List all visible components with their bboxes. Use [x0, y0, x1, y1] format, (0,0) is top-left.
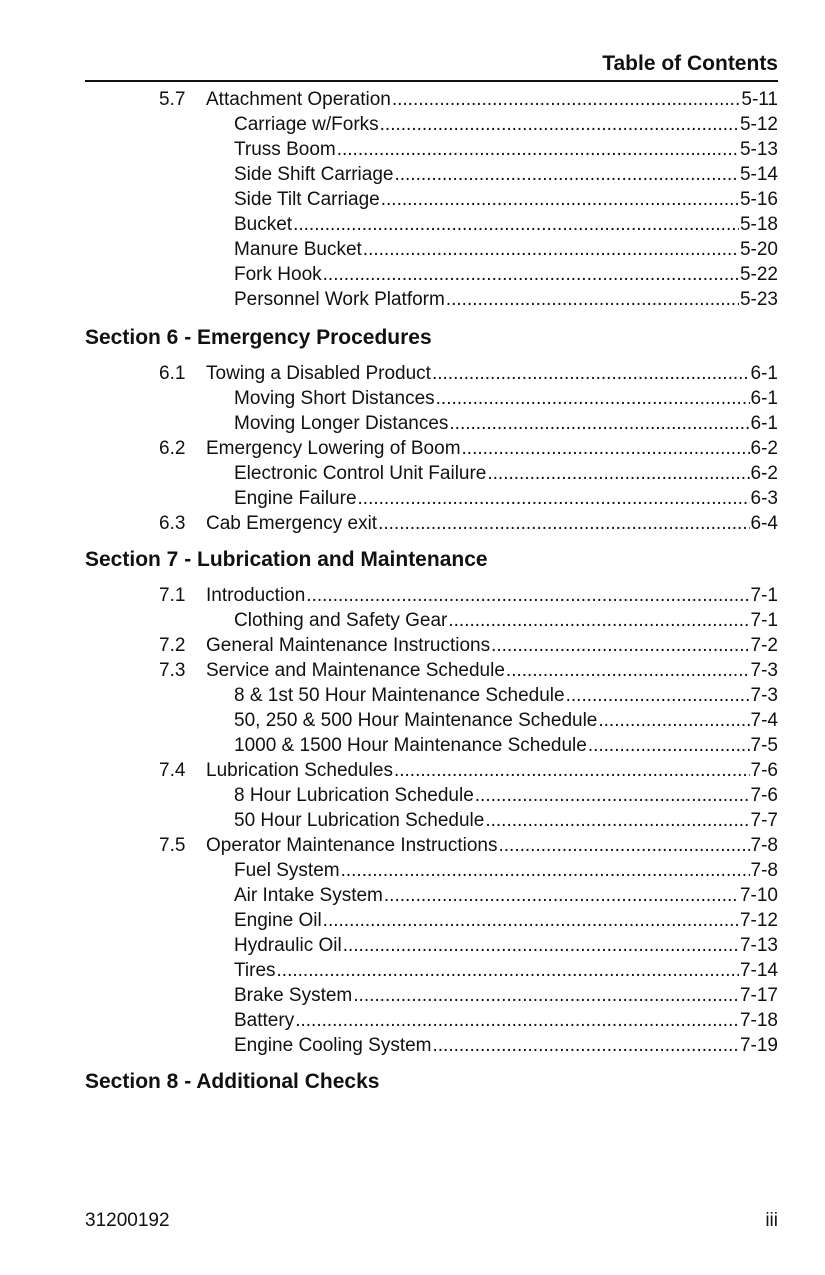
- dot-leader: [433, 1033, 739, 1058]
- toc-entry-title: Cab Emergency exit: [206, 513, 378, 534]
- dot-leader: [462, 436, 750, 461]
- toc-subentry-title: Side Tilt Carriage: [234, 189, 380, 210]
- toc-subentry-page: 5-23: [739, 289, 778, 310]
- toc-entry-7-2[interactable]: [85, 633, 778, 658]
- toc-subentry-tires[interactable]: [85, 958, 778, 983]
- toc-subentry-50-250-500-hour-schedule[interactable]: [85, 708, 778, 733]
- toc-entry-title: Attachment Operation: [206, 89, 391, 110]
- toc-subentry-page: 7-19: [739, 1035, 778, 1056]
- toc-subentry-title: Battery: [234, 1010, 295, 1031]
- toc-subentry-page: 5-20: [739, 239, 778, 260]
- toc-subentry-title: Fork Hook: [234, 264, 322, 285]
- table-of-contents: [85, 87, 778, 1105]
- dot-leader: [598, 708, 749, 733]
- dot-leader: [343, 933, 739, 958]
- toc-subentry-title: Carriage w/Forks: [234, 114, 379, 135]
- toc-subentry-title: Manure Bucket: [234, 239, 362, 260]
- toc-subentry-side-shift-carriage[interactable]: [85, 162, 778, 187]
- toc-entry-title: General Maintenance Instructions: [206, 635, 491, 656]
- toc-subentry-title: Side Shift Carriage: [234, 164, 394, 185]
- toc-entry-page: 7-1: [750, 585, 778, 606]
- toc-subentry-8-1st-50-hour-schedule[interactable]: [85, 683, 778, 708]
- toc-subentry-engine-failure[interactable]: [85, 486, 778, 511]
- dot-leader: [588, 733, 750, 758]
- toc-subentry-8-hour-lubrication-schedule[interactable]: [85, 783, 778, 808]
- toc-subentry-title: Engine Failure: [234, 488, 357, 509]
- dot-leader: [485, 808, 749, 833]
- dot-leader: [337, 137, 739, 162]
- dot-leader: [381, 187, 739, 212]
- page-title: Table of Contents: [602, 52, 778, 75]
- toc-entry-title: Lubrication Schedules: [206, 760, 393, 781]
- toc-entry-page: 7-2: [750, 635, 778, 656]
- toc-entry-7-5[interactable]: [85, 833, 778, 858]
- toc-subentry-carriage-w-forks[interactable]: [85, 112, 778, 137]
- toc-entry-number: 7.1: [159, 585, 186, 606]
- dot-leader: [323, 908, 739, 933]
- toc-subentry-page: 5-12: [739, 114, 778, 135]
- toc-subentry-fuel-system[interactable]: [85, 858, 778, 883]
- toc-entry-7-4[interactable]: [85, 758, 778, 783]
- toc-subentry-page: 7-5: [750, 735, 778, 756]
- toc-subentry-page: 7-3: [750, 685, 778, 706]
- toc-subentry-title: Engine Oil: [234, 910, 322, 931]
- toc-entry-page: 7-8: [750, 835, 778, 856]
- dot-leader: [358, 486, 750, 511]
- toc-subentry-title: 8 & 1st 50 Hour Maintenance Schedule: [234, 685, 565, 706]
- document-number: 31200192: [85, 1210, 170, 1231]
- toc-subentry-page: 5-13: [739, 139, 778, 160]
- toc-subentry-page: 7-1: [750, 610, 778, 631]
- toc-subentry-battery[interactable]: [85, 1008, 778, 1033]
- toc-entry-6-2[interactable]: [85, 436, 778, 461]
- dot-leader: [306, 583, 749, 608]
- toc-entry-title: Introduction: [206, 585, 306, 606]
- toc-subentry-page: 7-17: [739, 985, 778, 1006]
- dot-leader: [277, 958, 739, 983]
- toc-subentry-page: 6-1: [750, 413, 778, 434]
- toc-subentry-page: 5-18: [739, 214, 778, 235]
- toc-entry-page: 7-3: [750, 660, 778, 681]
- toc-subentry-engine-cooling-system[interactable]: [85, 1033, 778, 1058]
- toc-subentry-page: 6-2: [750, 463, 778, 484]
- toc-entry-number: 7.5: [159, 835, 186, 856]
- toc-subentry-title: 50, 250 & 500 Hour Maintenance Schedule: [234, 710, 598, 731]
- toc-subentry-title: Personnel Work Platform: [234, 289, 445, 310]
- toc-entry-number: 6.2: [159, 438, 186, 459]
- toc-subentry-page: 5-16: [739, 189, 778, 210]
- toc-subentry-manure-bucket[interactable]: [85, 237, 778, 262]
- dot-leader: [293, 212, 739, 237]
- toc-subentry-page: 7-13: [739, 935, 778, 956]
- toc-subentry-page: 7-8: [750, 860, 778, 881]
- toc-entry-number: 5.7: [159, 89, 186, 110]
- dot-leader: [380, 112, 739, 137]
- toc-subentry-engine-oil[interactable]: [85, 908, 778, 933]
- toc-entry-number: 7.2: [159, 635, 186, 656]
- section-heading-6[interactable]: Section 6 - Emergency Procedures: [85, 326, 432, 349]
- toc-subentry-side-tilt-carriage[interactable]: [85, 187, 778, 212]
- toc-subentry-electronic-control-unit-failure[interactable]: [85, 461, 778, 486]
- toc-subentry-page: 7-14: [739, 960, 778, 981]
- toc-entry-page: 5-11: [741, 89, 778, 110]
- toc-entry-number: 7.4: [159, 760, 186, 781]
- toc-subentry-page: 7-10: [739, 885, 778, 906]
- dot-leader: [353, 983, 739, 1008]
- toc-subentry-title: Clothing and Safety Gear: [234, 610, 448, 631]
- page-header: [85, 50, 778, 82]
- toc-subentry-page: 5-22: [739, 264, 778, 285]
- toc-entry-title: Service and Maintenance Schedule: [206, 660, 505, 681]
- dot-leader: [384, 883, 739, 908]
- toc-entry-page: 6-1: [750, 363, 778, 384]
- toc-subentry-page: 6-1: [750, 388, 778, 409]
- toc-entry-page: 7-6: [750, 760, 778, 781]
- toc-entry-number: 6.3: [159, 513, 186, 534]
- toc-entry-7-1[interactable]: [85, 583, 778, 608]
- toc-entry-number: 7.3: [159, 660, 186, 681]
- toc-subentry-clothing-and-safety-gear[interactable]: [85, 608, 778, 633]
- dot-leader: [446, 287, 739, 312]
- toc-subentry-fork-hook[interactable]: [85, 262, 778, 287]
- toc-subentry-personnel-work-platform[interactable]: [85, 287, 778, 312]
- dot-leader: [394, 758, 750, 783]
- dot-leader: [448, 608, 749, 633]
- toc-subentry-title: Electronic Control Unit Failure: [234, 463, 487, 484]
- toc-subentry-title: Truss Boom: [234, 139, 336, 160]
- toc-subentry-bucket[interactable]: [85, 212, 778, 237]
- toc-subentry-page: 7-18: [739, 1010, 778, 1031]
- toc-subentry-page: 6-3: [750, 488, 778, 509]
- toc-subentry-title: Moving Short Distances: [234, 388, 435, 409]
- dot-leader: [363, 237, 739, 262]
- toc-subentry-1000-1500-hour-schedule[interactable]: [85, 733, 778, 758]
- toc-entry-7-3[interactable]: [85, 658, 778, 683]
- dot-leader: [487, 461, 749, 486]
- toc-entry-title: Towing a Disabled Product: [206, 363, 431, 384]
- toc-subentry-page: 7-7: [750, 810, 778, 831]
- section-heading-8[interactable]: Section 8 - Additional Checks: [85, 1070, 380, 1093]
- toc-subentry-moving-short-distances[interactable]: [85, 386, 778, 411]
- toc-entry-title: Operator Maintenance Instructions: [206, 835, 498, 856]
- toc-subentry-title: Hydraulic Oil: [234, 935, 342, 956]
- page-number: iii: [765, 1210, 778, 1231]
- toc-subentry-title: Moving Longer Distances: [234, 413, 449, 434]
- toc-subentry-page: 7-6: [750, 785, 778, 806]
- toc-subentry-page: 7-4: [750, 710, 778, 731]
- toc-subentry-title: 50 Hour Lubrication Schedule: [234, 810, 485, 831]
- toc-subentry-title: Air Intake System: [234, 885, 383, 906]
- dot-leader: [323, 262, 739, 287]
- dot-leader: [506, 658, 750, 683]
- dot-leader: [475, 783, 750, 808]
- toc-subentry-title: Engine Cooling System: [234, 1035, 432, 1056]
- toc-subentry-title: 1000 & 1500 Hour Maintenance Schedule: [234, 735, 587, 756]
- toc-entry-page: 6-2: [750, 438, 778, 459]
- toc-subentry-truss-boom[interactable]: [85, 137, 778, 162]
- toc-entry-6-3[interactable]: [85, 511, 778, 536]
- dot-leader: [341, 858, 750, 883]
- toc-subentry-brake-system[interactable]: [85, 983, 778, 1008]
- toc-entry-6-1[interactable]: [85, 361, 778, 386]
- dot-leader: [499, 833, 750, 858]
- toc-subentry-title: Brake System: [234, 985, 353, 1006]
- toc-subentry-moving-longer-distances[interactable]: [85, 411, 778, 436]
- toc-subentry-50-hour-lubrication-schedule[interactable]: [85, 808, 778, 833]
- toc-entry-number: 6.1: [159, 363, 186, 384]
- toc-entry-page: 6-4: [750, 513, 778, 534]
- section-heading-7[interactable]: Section 7 - Lubrication and Maintenance: [85, 548, 488, 571]
- toc-subentry-title: Fuel System: [234, 860, 340, 881]
- dot-leader: [491, 633, 749, 658]
- dot-leader: [436, 386, 750, 411]
- toc-subentry-hydraulic-oil[interactable]: [85, 933, 778, 958]
- dot-leader: [392, 87, 741, 112]
- dot-leader: [378, 511, 749, 536]
- toc-subentry-title: 8 Hour Lubrication Schedule: [234, 785, 474, 806]
- dot-leader: [432, 361, 750, 386]
- dot-leader: [394, 162, 739, 187]
- toc-subentry-title: Bucket: [234, 214, 293, 235]
- toc-subentry-page: 5-14: [739, 164, 778, 185]
- dot-leader: [295, 1008, 739, 1033]
- toc-entry-title: Emergency Lowering of Boom: [206, 438, 461, 459]
- dot-leader: [449, 411, 749, 436]
- toc-subentry-title: Tires: [234, 960, 276, 981]
- dot-leader: [566, 683, 750, 708]
- toc-subentry-air-intake-system[interactable]: [85, 883, 778, 908]
- toc-subentry-page: 7-12: [739, 910, 778, 931]
- toc-entry-5-7[interactable]: [85, 87, 778, 112]
